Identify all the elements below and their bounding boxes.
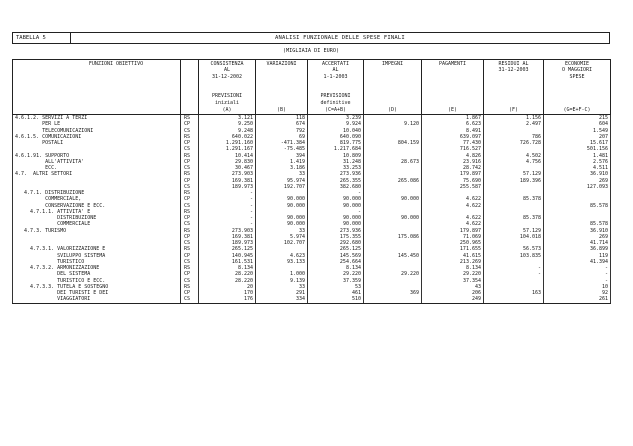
cell-d: 175.086 xyxy=(364,228,422,247)
cell-types: RS CP CS xyxy=(181,209,199,228)
column-header-top: FUNZIONI OBIETTIVO xyxy=(88,61,144,67)
cell-f: 57.129 104.018 xyxy=(484,228,544,247)
table-body xyxy=(13,115,611,304)
cell-c: 273.936 175.355 292.680 xyxy=(308,228,364,247)
cell-f: 85.378 xyxy=(484,190,544,209)
cell-c: 53 461 510 xyxy=(308,284,364,303)
cell-types: RS CP CS xyxy=(181,134,199,153)
cell-c: - 90.000 90.000 xyxy=(308,190,364,209)
cell-e: 8.134 29.220 37.354 xyxy=(422,265,484,284)
cell-types: RS CP CS xyxy=(181,228,199,247)
cell-types: RS CP CS xyxy=(181,171,199,190)
column-header-2 xyxy=(199,60,256,115)
column-code: (D) xyxy=(387,106,398,113)
cell-e: 179.897 75.690 255.587 xyxy=(422,171,484,190)
column-header-0 xyxy=(13,60,181,115)
column-header-6 xyxy=(422,60,484,115)
table-row xyxy=(13,171,611,190)
cell-c: 640.090 819.775 1.217.684 xyxy=(308,134,364,153)
column-header-top: RESIDUI AL 31-12-2003 xyxy=(498,61,529,74)
cell-fn: 4.7. ALTRI SETTORI xyxy=(13,171,181,190)
cell-f: 786 726.728 xyxy=(484,134,544,153)
column-header-5 xyxy=(364,60,422,115)
cell-fn: 4.7.1.1. ATTIVITA' E DISTRIBUZIONE COMMERCIALE xyxy=(13,209,181,228)
cell-a: 273.903 169.381 189.973 xyxy=(199,228,256,247)
cell-c: 3.239 9.924 10.040 xyxy=(308,115,364,134)
cell-a: 273.903 169.381 189.973 xyxy=(199,171,256,190)
cell-g: 36.910 269 41.714 xyxy=(544,228,611,247)
cell-g: 36.899 119 41.394 xyxy=(544,246,611,265)
cell-g: 207 15.617 501.156 xyxy=(544,134,611,153)
cell-a: 8.134 28.220 28.220 xyxy=(199,265,256,284)
cell-e: 1.867 6.623 8.491 xyxy=(422,115,484,134)
cell-a: 3.121 9.250 9.248 xyxy=(199,115,256,134)
cell-e: 4.622 4.622 xyxy=(422,190,484,209)
cell-f: - - xyxy=(484,265,544,284)
cell-g: - - - xyxy=(544,265,611,284)
cell-e: 4.622 4.622 xyxy=(422,209,484,228)
cell-d: 29.220 xyxy=(364,265,422,284)
cell-c: 8.134 29.220 37.359 xyxy=(308,265,364,284)
column-code: (C=A+B) xyxy=(324,106,347,113)
cell-e: 43 206 249 xyxy=(422,284,484,303)
header-row xyxy=(13,60,611,115)
table-row xyxy=(13,190,611,209)
column-code: (G=E+F-C) xyxy=(563,106,591,113)
cell-f: 163 xyxy=(484,284,544,303)
cell-fn: 4.6.1.91. SUPPORTO ALL'ATTIVITA' ECC. xyxy=(13,153,181,172)
column-header-3 xyxy=(256,60,308,115)
cell-c: 10.809 31.248 33.253 xyxy=(308,153,364,172)
cell-fn: 4.7.1. DISTRIBUZIONE COMMERCIALE, CONSERVAZIONE E ECC. xyxy=(13,190,181,209)
cell-a: 20 170 176 xyxy=(199,284,256,303)
cell-b: 118 674 792 xyxy=(256,115,308,134)
column-header-bottom: PREVISIONI iniziali xyxy=(211,93,243,106)
table-row xyxy=(13,265,611,284)
cell-a: 10.414 29.830 30.467 xyxy=(199,153,256,172)
table-row xyxy=(13,228,611,247)
table-title-bar xyxy=(12,32,610,44)
cell-types: RS CP CS xyxy=(181,265,199,284)
column-header-top: PAGAMENTI xyxy=(438,61,467,67)
cell-e: 639.097 77.430 716.527 xyxy=(422,134,484,153)
column-code: (E) xyxy=(447,106,458,113)
cell-b: 90.000 90.000 xyxy=(256,209,308,228)
column-header-top: VARIAZIONI xyxy=(266,61,297,67)
cell-c: - 90.000 90.000 xyxy=(308,209,364,228)
cell-b: 90.000 90.000 xyxy=(256,190,308,209)
column-header-1 xyxy=(181,60,199,115)
cell-a: - - - xyxy=(199,209,256,228)
column-header-bottom: PREVISIONI definitive xyxy=(320,93,351,106)
cell-types: RS CP CS xyxy=(181,284,199,303)
table-label: TABELLA 5 xyxy=(13,33,71,43)
column-code: (F) xyxy=(508,106,519,113)
cell-fn: 4.7.3.2. ARMONIZZAZIONE DEL SISTEMA TURISTICO E ECC. xyxy=(13,265,181,284)
cell-f: 85.378 xyxy=(484,209,544,228)
column-header-top: ECONOMIE O MAGGIORI SPESE xyxy=(561,61,593,80)
cell-g: 85.578 xyxy=(544,209,611,228)
cell-fn: 4.6.1.5. COMUNICAZIONI POSTALI xyxy=(13,134,181,153)
spending-table xyxy=(12,59,611,304)
cell-b: 33 95.974 192.707 xyxy=(256,171,308,190)
cell-fn: 4.6.1.2. SERVIZI A TERZI PER LE TELECOMUNICAZIONI xyxy=(13,115,181,134)
cell-e: 4.826 23.916 28.742 xyxy=(422,153,484,172)
cell-d: 9.120 xyxy=(364,115,422,134)
table-row xyxy=(13,246,611,265)
cell-types: RS CP CS xyxy=(181,115,199,134)
column-header-8 xyxy=(544,60,611,115)
cell-d: 265.086 xyxy=(364,171,422,190)
table-subtitle: (MIGLIAIA DI EURO) xyxy=(282,48,340,54)
column-header-4 xyxy=(308,60,364,115)
column-header-top: IMPEGNI xyxy=(381,61,404,67)
column-header-7 xyxy=(484,60,544,115)
cell-b: 69 -471.384 -75.485 xyxy=(256,134,308,153)
cell-a: - - - xyxy=(199,190,256,209)
cell-d: 28.673 xyxy=(364,153,422,172)
table-row xyxy=(13,153,611,172)
cell-a: 640.022 1.291.160 1.291.167 xyxy=(199,134,256,153)
column-code: (B) xyxy=(276,106,287,113)
cell-g: 85.578 xyxy=(544,190,611,209)
cell-d: 804.159 xyxy=(364,134,422,153)
column-code: (A) xyxy=(222,106,232,113)
cell-types: RS CP CS xyxy=(181,153,199,172)
cell-d: 90.000 xyxy=(364,190,422,209)
cell-types: RS CP CS xyxy=(181,246,199,265)
table-row xyxy=(13,115,611,134)
table-row xyxy=(13,134,611,153)
cell-types: RS CP CS xyxy=(181,190,199,209)
cell-a: 265.125 140.945 161.531 xyxy=(199,246,256,265)
cell-c: 265.125 145.569 254.664 xyxy=(308,246,364,265)
cell-fn: 4.7.3. TURISMO xyxy=(13,228,181,247)
cell-b: 33 291 334 xyxy=(256,284,308,303)
cell-b: 394 1.419 3.186 xyxy=(256,153,308,172)
table-row xyxy=(13,284,611,303)
cell-f: 4.502 4.756 xyxy=(484,153,544,172)
cell-g: 1.481 2.576 4.511 xyxy=(544,153,611,172)
cell-f: 57.129 189.396 xyxy=(484,171,544,190)
cell-e: 179.897 71.069 250.965 xyxy=(422,228,484,247)
cell-g: 215 604 1.549 xyxy=(544,115,611,134)
cell-e: 171.655 41.615 213.269 xyxy=(422,246,484,265)
cell-b: 1.000 9.139 xyxy=(256,265,308,284)
column-header-top: CONSISTENZA AL 31-12-2002 xyxy=(210,61,244,80)
cell-c: 273.936 265.355 382.680 xyxy=(308,171,364,190)
table-row xyxy=(13,209,611,228)
cell-d: 145.450 xyxy=(364,246,422,265)
column-header-top: ACCERTATI AL 1-1-2003 xyxy=(321,61,350,80)
table-title: ANALISI FUNZIONALE DELLE SPESE FINALI xyxy=(275,35,405,41)
cell-b: 4.623 93.133 xyxy=(256,246,308,265)
cell-f: 56.573 103.835 xyxy=(484,246,544,265)
cell-g: 36.910 269 127.093 xyxy=(544,171,611,190)
cell-fn: 4.7.3.1. VALORIZZAZIONE E SVILUPPO SISTEMA TURISTICO xyxy=(13,246,181,265)
cell-f: 1.156 2.497 xyxy=(484,115,544,134)
cell-fn: 4.7.3.3. TUTELA E SOSTEGNO DEI TURISTI E DEI VIAGGIATORI xyxy=(13,284,181,303)
cell-d: 90.000 xyxy=(364,209,422,228)
cell-g: 10 92 261 xyxy=(544,284,611,303)
cell-d: 369 xyxy=(364,284,422,303)
cell-b: 33 5.974 102.707 xyxy=(256,228,308,247)
